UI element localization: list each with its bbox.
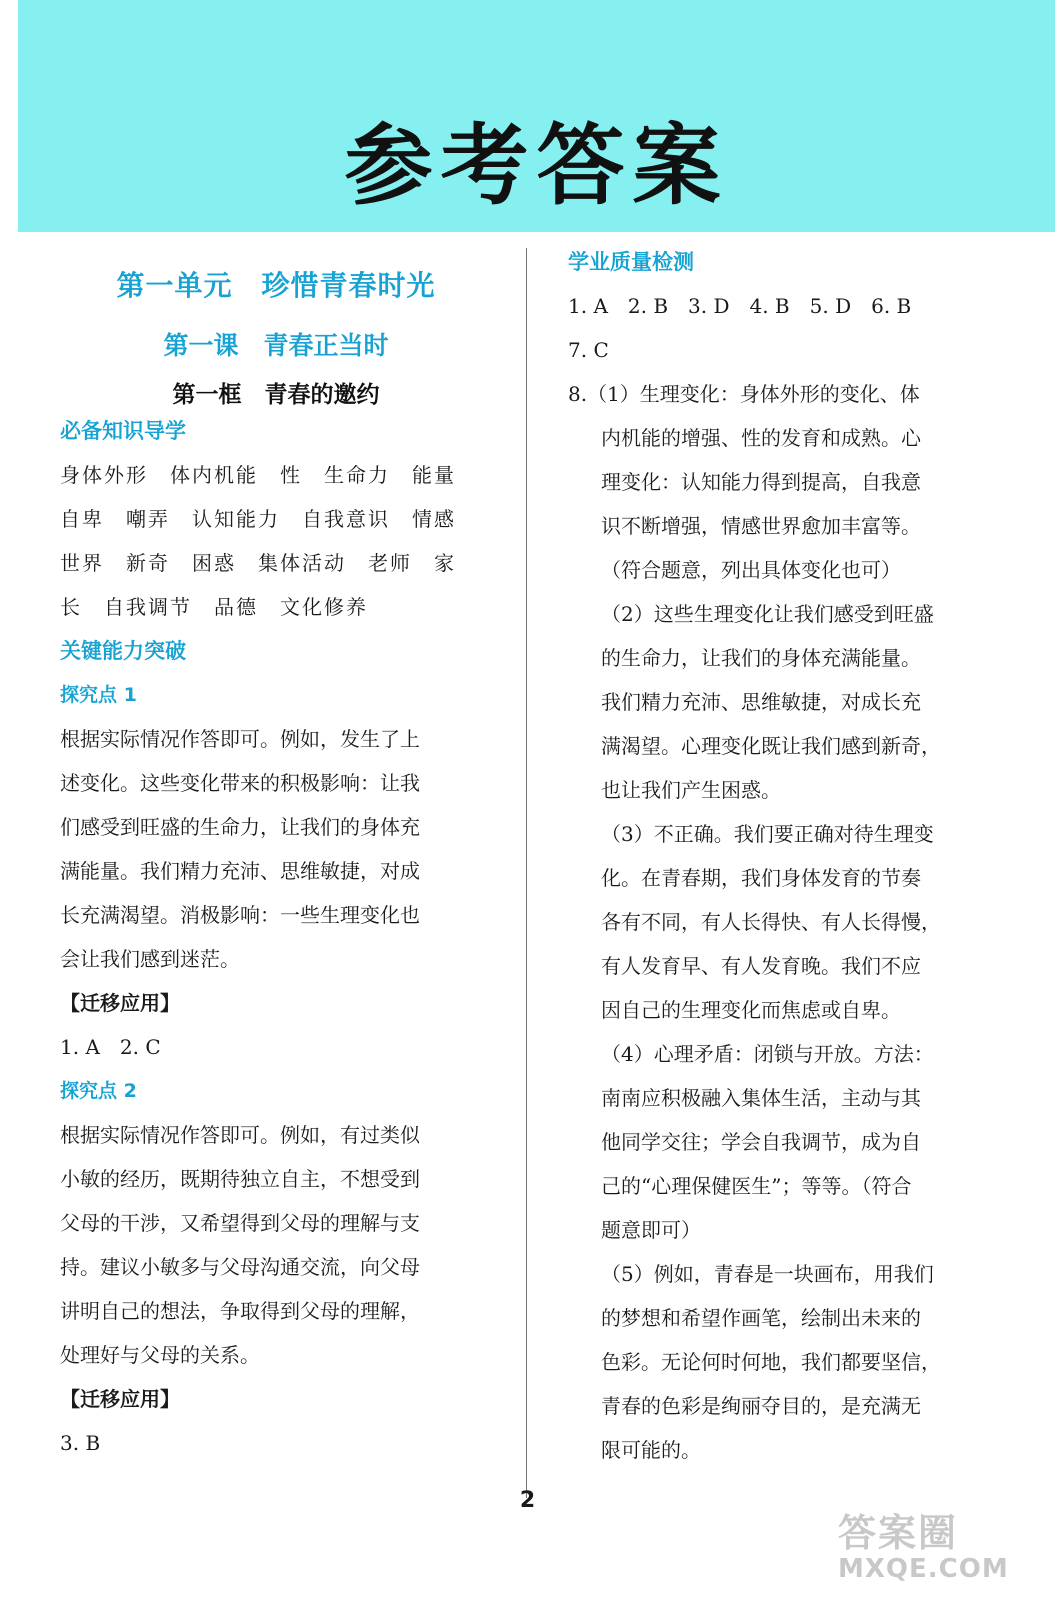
- watermark-url: MXQE.COM: [838, 1554, 1009, 1584]
- text-line: 识不断增强，情感世界愈加丰富等。: [601, 514, 921, 538]
- text-line: 讲明自己的想法，争取得到父母的理解，: [60, 1299, 420, 1323]
- text-line: 他同学交往；学会自我调节，成为自: [601, 1130, 921, 1154]
- transfer-application-heading: 【迁移应用】: [60, 991, 180, 1015]
- answer-line: 3. B: [60, 1431, 101, 1455]
- section-heading-ability: 关键能力突破: [60, 639, 186, 663]
- section-heading-quality-test: 学业质量检测: [568, 250, 694, 274]
- text-line: 处理好与父母的关系。: [60, 1343, 260, 1367]
- transfer-application-heading: 【迁移应用】: [60, 1387, 180, 1411]
- question-8-answers: [568, 416, 1004, 1472]
- text-line: 我们精力充沛、思维敏捷，对成长充: [601, 690, 921, 714]
- frame-title: 第一框 青春的邀约: [172, 381, 380, 408]
- text-line: 限可能的。: [601, 1438, 701, 1462]
- text-line: 有人发育早、有人发育晚。我们不应: [601, 954, 921, 978]
- inquiry-point-1-title: 探究点 1: [60, 684, 137, 706]
- lesson-title: 第一课 青春正当时: [163, 331, 389, 360]
- text-line: 各有不同，有人长得快、有人长得慢，: [601, 910, 941, 934]
- keyword-line: 长 自我调节 品德 文化修养: [60, 595, 368, 619]
- text-line: 色彩。无论何时何地，我们都要坚信，: [601, 1350, 941, 1374]
- text-line: 因自己的生理变化而焦虑或自卑。: [601, 998, 901, 1022]
- text-line: 持。建议小敏多与父母沟通交流，向父母: [60, 1255, 420, 1279]
- question-8-first-line: 8.（1）生理变化：身体外形的变化、体: [568, 382, 920, 406]
- text-line: 根据实际情况作答即可。例如，发生了上: [60, 727, 420, 751]
- watermark-logo-text: 答案圈: [838, 1511, 959, 1555]
- text-line: 长充满渴望。消极影响：一些生理变化也: [60, 903, 420, 927]
- text-line: 满渴望。心理变化既让我们感到新奇，: [601, 734, 941, 758]
- text-line: 述变化。这些变化带来的积极影响：让我: [60, 771, 420, 795]
- answer-line: 1. A 2. C: [60, 1035, 161, 1059]
- keywords-block: [60, 453, 492, 629]
- text-line: 会让我们感到迷茫。: [60, 947, 240, 971]
- page-number: 2: [519, 1488, 536, 1513]
- text-line: （3）不正确。我们要正确对待生理变: [601, 822, 934, 846]
- watermark-logo: [838, 1512, 1038, 1592]
- page-title: 参考答案: [344, 114, 729, 217]
- section-heading-knowledge: 必备知识导学: [60, 419, 186, 443]
- inquiry-point-2-title: 探究点 2: [60, 1080, 137, 1102]
- text-line: 也让我们产生困惑。: [601, 778, 781, 802]
- text-line: 根据实际情况作答即可。例如，有过类似: [60, 1123, 420, 1147]
- text-line: 满能量。我们精力充沛、思维敏捷，对成: [60, 859, 420, 883]
- text-line: （5）例如，青春是一块画布，用我们: [601, 1262, 934, 1286]
- text-line: （4）心理矛盾：闭锁与开放。方法：: [601, 1042, 934, 1066]
- text-line: 们感受到旺盛的生命力，让我们的身体充: [60, 815, 420, 839]
- answer-line: 7. C: [568, 338, 609, 362]
- text-line: 题意即可）: [601, 1218, 701, 1242]
- inquiry-point-2-text: [60, 1113, 492, 1377]
- text-line: 南南应积极融入集体生活，主动与其: [601, 1086, 921, 1110]
- inquiry-point-1-text: [60, 717, 492, 981]
- text-line: 父母的干涉，又希望得到父母的理解与支: [60, 1211, 420, 1235]
- column-divider: [526, 248, 527, 1498]
- text-line: 青春的色彩是绚丽夺目的，是充满无: [601, 1394, 921, 1418]
- text-line: 理变化：认知能力得到提高，自我意: [601, 470, 921, 494]
- left-column: [60, 240, 492, 1465]
- answer-line: 1. A 2. B 3. D 4. B 5. D 6. B: [568, 294, 912, 318]
- text-line: 的梦想和希望作画笔，绘制出未来的: [601, 1306, 921, 1330]
- text-line: 内机能的增强、性的发育和成熟。心: [601, 426, 921, 450]
- right-column: [568, 240, 1004, 1472]
- text-line: 的生命力，让我们的身体充满能量。: [601, 646, 921, 670]
- keyword-line: 世界 新奇 困惑 集体活动 老师 家: [60, 551, 456, 575]
- text-line: 己的“心理保健医生”；等等。（符合: [601, 1174, 912, 1198]
- title-banner: [18, 0, 1055, 232]
- text-line: （符合题意，列出具体变化也可）: [601, 558, 901, 582]
- text-line: （2）这些生理变化让我们感受到旺盛: [601, 602, 934, 626]
- keyword-line: 身体外形 体内机能 性 生命力 能量: [60, 463, 456, 487]
- keyword-line: 自卑 嘲弄 认知能力 自我意识 情感: [60, 507, 456, 531]
- unit-title: 第一单元 珍惜青春时光: [116, 269, 436, 302]
- text-line: 化。在青春期，我们身体发育的节奏: [601, 866, 921, 890]
- text-line: 小敏的经历，既期待独立自主，不想受到: [60, 1167, 420, 1191]
